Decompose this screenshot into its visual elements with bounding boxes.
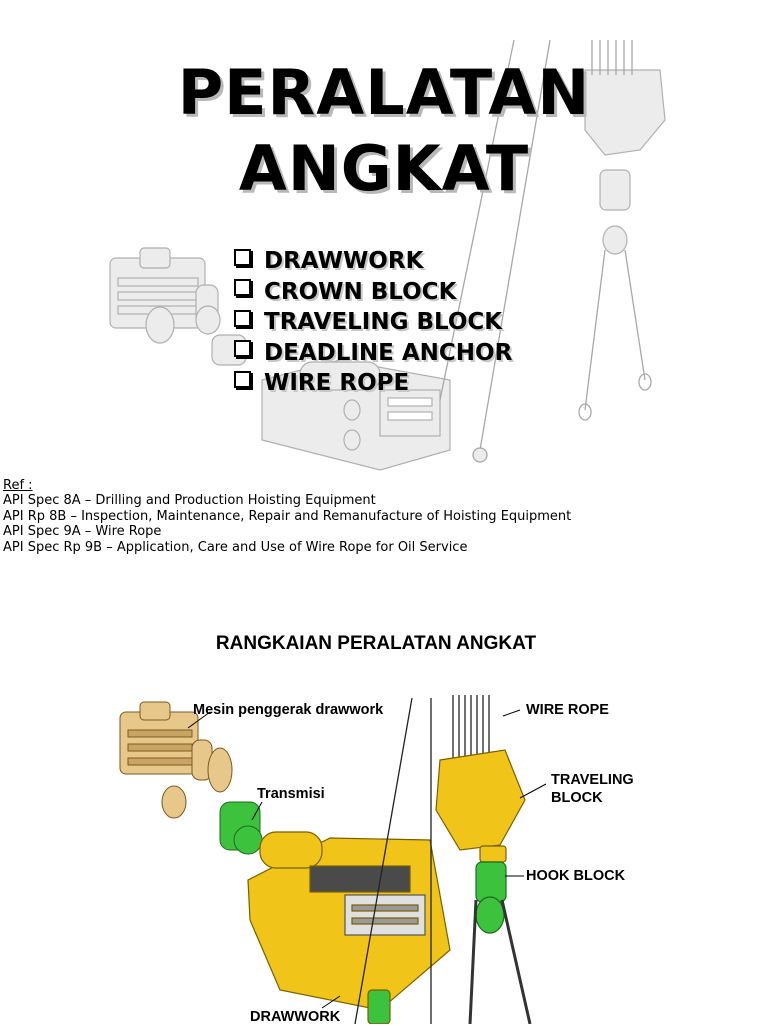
bullet-item: DRAWWORK bbox=[234, 246, 512, 277]
reference-block bbox=[3, 478, 571, 555]
traveling-block-graphic bbox=[436, 750, 525, 862]
transmission-graphic bbox=[220, 802, 262, 854]
checkbox-bullet-icon bbox=[234, 310, 251, 327]
rig-hoisting-diagram bbox=[100, 690, 660, 1024]
bullet-item: DEADLINE ANCHOR bbox=[234, 338, 512, 369]
label-traveling-block: TRAVELING BLOCK bbox=[551, 772, 634, 806]
label-transmission: Transmisi bbox=[257, 786, 325, 802]
checkbox-bullet-icon bbox=[234, 371, 251, 388]
reference-line: API Spec 8A – Drilling and Production Hoisting Equipment bbox=[3, 493, 376, 509]
hook-block-graphic bbox=[470, 862, 530, 1024]
checkbox-bullet-icon bbox=[234, 340, 251, 357]
reference-line: API Spec Rp 9B – Application, Care and Use of Wire Rope for Oil Service bbox=[3, 539, 468, 555]
checkbox-bullet-icon bbox=[234, 279, 251, 296]
bullet-item: TRAVELING BLOCK bbox=[234, 307, 512, 338]
label-wire-rope: WIRE ROPE bbox=[526, 702, 609, 718]
label-engine: Mesin penggerak drawwork bbox=[193, 702, 384, 718]
slide-title-line-2: ANGKAT bbox=[238, 132, 530, 205]
reference-line: API Spec 9A – Wire Rope bbox=[3, 524, 162, 540]
engine-graphic bbox=[120, 702, 232, 818]
label-hook-block: HOOK BLOCK bbox=[526, 868, 626, 884]
bullet-item: WIRE ROPE bbox=[234, 368, 512, 399]
reference-line: API Rp 8B – Inspection, Maintenance, Repair and Remanufacture of Hoisting Equipment bbox=[3, 508, 572, 524]
drawwork-graphic bbox=[248, 832, 450, 1024]
label-drawwork: DRAWWORK bbox=[250, 1009, 341, 1025]
equipment-bullet-list bbox=[234, 246, 512, 399]
bullet-item: CROWN BLOCK bbox=[234, 277, 512, 308]
checkbox-bullet-icon bbox=[234, 249, 251, 266]
slide-title-line-1: PERALATAN bbox=[177, 56, 591, 129]
reference-label: Ref : bbox=[3, 478, 33, 493]
diagram-title: RANGKAIAN PERALATAN ANGKAT bbox=[215, 633, 537, 654]
